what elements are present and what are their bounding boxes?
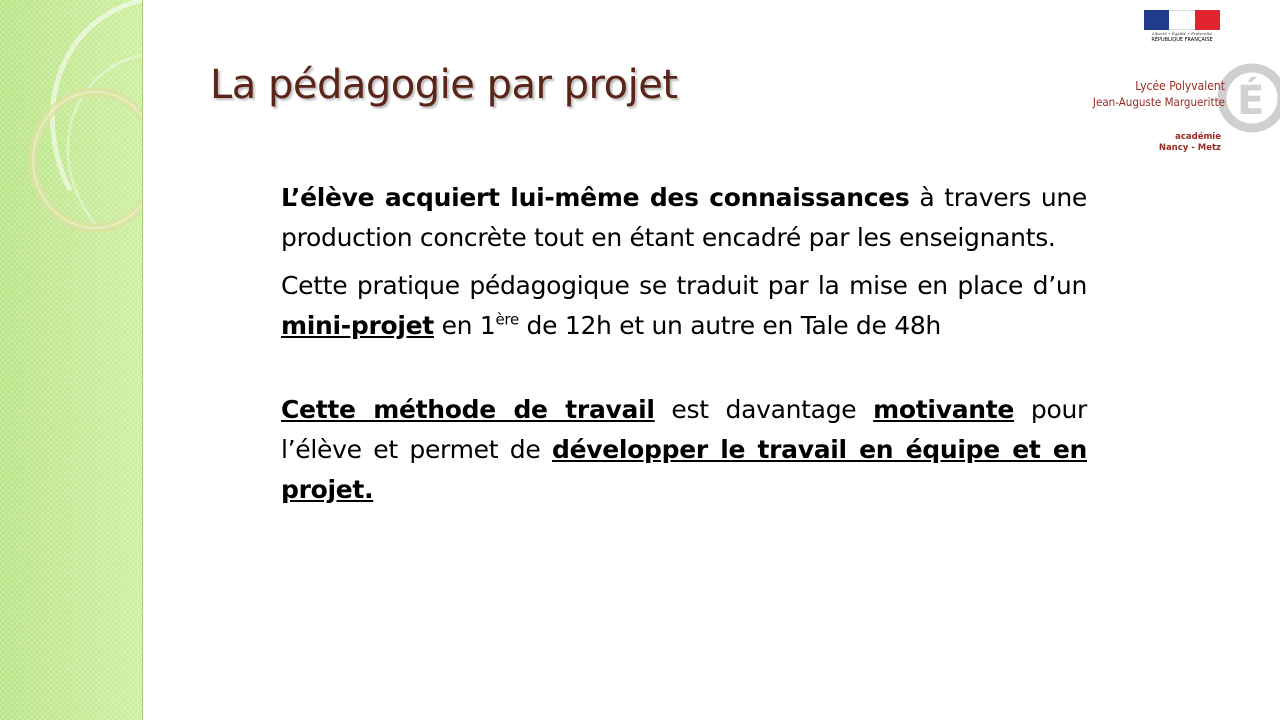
p3-underline-3: développer le travail en équipe et en projet. — [281, 435, 1087, 504]
slide-title: La pédagogie par projet — [210, 62, 678, 108]
mini-projet-text: mini-projet — [281, 311, 434, 340]
p2-text-b: en 1 — [433, 311, 496, 340]
decorative-sidebar — [0, 0, 143, 720]
decorative-rings — [0, 0, 142, 720]
paragraph-1 — [281, 178, 1087, 258]
lycee-name — [1093, 78, 1225, 110]
p3-text-1: est davantage — [654, 395, 874, 424]
p2-text-c: de 12h et un autre en Tale de 48h — [518, 311, 941, 340]
french-flag-icon — [1144, 10, 1220, 30]
p3-text-2: pour l’élève et permet de — [281, 395, 1087, 464]
lycee-line1: Lycée Polyvalent — [1135, 79, 1225, 93]
p1-bold-lead: L’élève acquiert lui-même des connaissances — [281, 183, 910, 212]
p3-underline-1: Cette méthode de travail — [281, 395, 655, 424]
p2-text-a: Cette pratique pédagogique se traduit par la mise en place d’un — [281, 271, 1087, 300]
paragraph-2 — [281, 266, 1087, 346]
p2-sup: ère — [495, 310, 519, 329]
republique-francaise-logo — [1144, 10, 1222, 46]
academie-line1: académie — [1175, 132, 1221, 142]
paragraph-3 — [281, 390, 1087, 510]
academie-name — [1159, 132, 1221, 154]
lycee-line2: Jean-Auguste Margueritte — [1092, 95, 1225, 109]
svg-text:É: É — [1237, 78, 1265, 124]
academie-line2: Nancy - Metz — [1158, 143, 1221, 153]
slide-body — [281, 178, 1087, 510]
rf-motto: Liberté • Égalité • Fraternité — [1152, 31, 1212, 36]
p1-rest: à travers une production concrète tout en étant encadré par les enseignants. — [281, 183, 1087, 252]
p3-underline-2: motivante — [873, 395, 1015, 424]
rf-name: RÉPUBLIQUE FRANÇAISE — [1151, 37, 1213, 43]
